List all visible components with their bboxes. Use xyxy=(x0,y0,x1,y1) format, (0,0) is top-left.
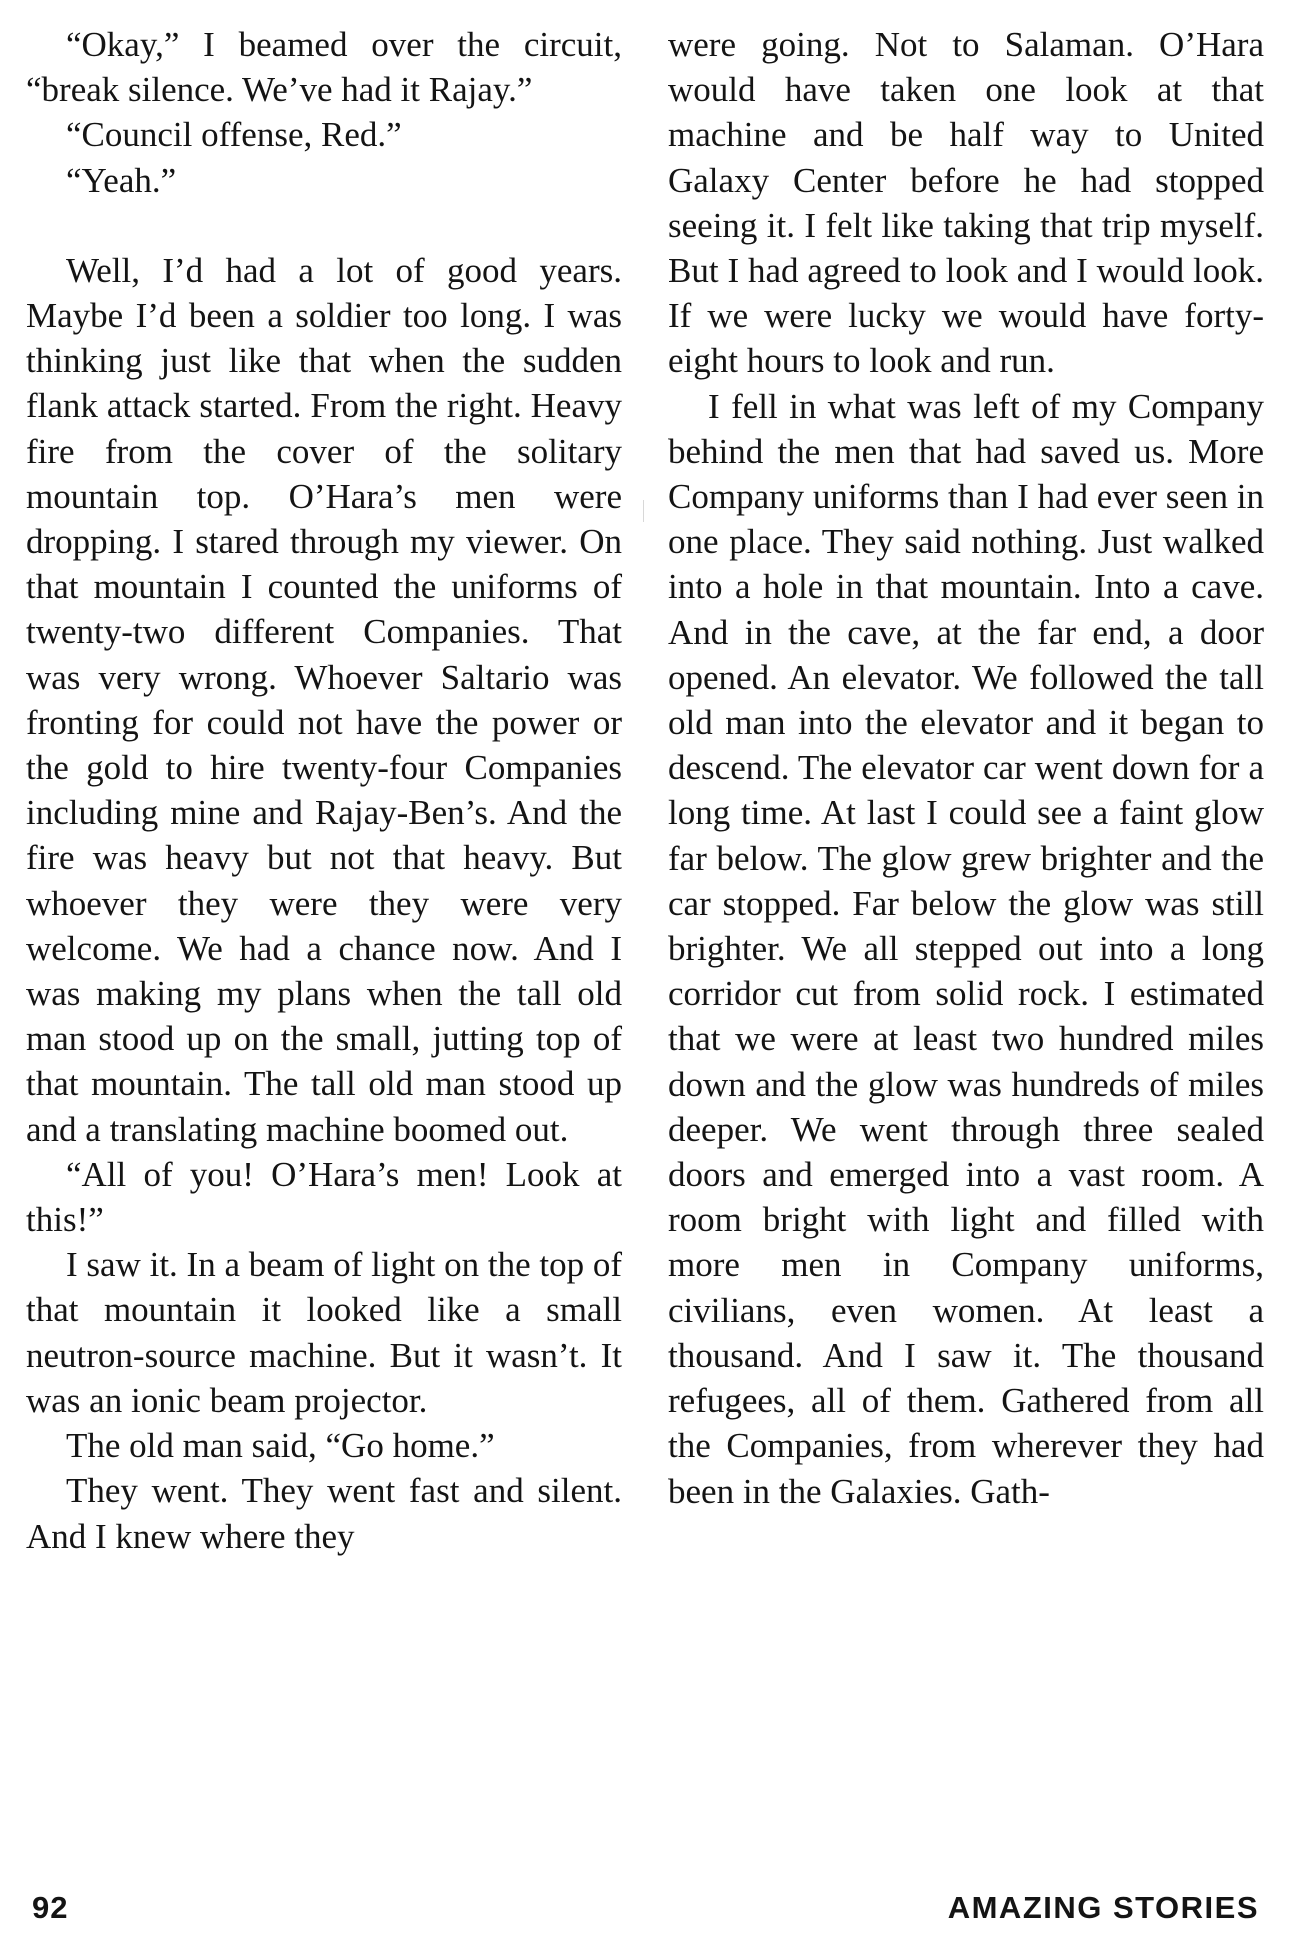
gutter-mark xyxy=(643,500,644,522)
right-column xyxy=(668,22,1264,1514)
paragraph-beam-projector: I saw it. In a beam of light on the top of that mountain it looked like a small neutron-source machine. But it wasn’t. It was an ionic beam projector. xyxy=(26,1245,622,1420)
left-column xyxy=(26,22,622,1559)
paragraph-flank-attack: Well, I’d had a lot of good years. Maybe I’d been a soldier too long. I was thinking just like that when the sudden flank attack started. From the right. Heavy fire from the cover of the solitary mountain top. O’Hara’s men were dropping. I stared through my viewer. On that mountain I counted the uniforms of twenty-two different Companies. That was very wrong. Whoever Saltario was fronting for could not have the power or the gold to hire twenty-four Companies including mine and Rajay-Ben’s. And the fire was heavy but not that heavy. But whoever they were they were very welcome. We had a chance now. And I was making my plans when the tall old man stood up on the small, jutting top of that mountain. The tall old man stood up and a translating machine boomed out. xyxy=(26,250,622,1149)
paragraph-go-home: The old man said, “Go home.” xyxy=(66,1426,495,1466)
paragraph-continued: were going. Not to Salaman. O’Hara would have taken one look at that machine and be half way to United Galaxy Center before he had stopped seeing it. I felt like taking that trip myself. But I had agreed to look and I would look. If we were lucky we would have forty-eight hours to look and run. xyxy=(668,25,1264,381)
page-number: 92 xyxy=(32,1890,69,1925)
paragraph-dialogue-yeah: “Yeah.” xyxy=(66,160,177,200)
paragraph-elevator: I fell in what was left of my Company behind the men that had saved us. More Company uniforms than I had ever seen in one place. They said nothing. Just walked into a hole in that mountain. Into a cave. And in the cave, at the far end, a door opened. An elevator. We followed the tall old man into the elevator and it began to descend. The elevator car went down for a long time. At last I could see a faint glow far below. The glow grew brighter and the car stopped. Far below the glow was still brighter. We all stepped out into a long corridor cut from solid rock. I estimated that we were at least two hundred miles down and the glow was hundreds of miles deeper. We went through three sealed doors and emerged into a vast room. A room bright with light and filled with more men in Company uniforms, civilians, even women. At least a thousand. And I saw it. The thousand refugees, all of them. Gathered from all the Companies, from wherever they had been in the Galaxies. Gath- xyxy=(668,386,1264,1511)
page-footer xyxy=(0,1890,1289,1940)
paragraph-dialogue-okay: “Okay,” I beamed over the circuit, “break silence. We’ve had it Rajay.” xyxy=(26,25,622,110)
paragraph-dialogue-council: “Council offense, Red.” xyxy=(66,115,402,155)
paragraph-dialogue-all-of-you: “All of you! O’Hara’s men! Look at this!” xyxy=(26,1154,622,1240)
paragraph-they-went: They went. They went fast and silent. And I knew where they xyxy=(26,1471,622,1556)
running-head: AMAZING STORIES xyxy=(947,1890,1259,1925)
